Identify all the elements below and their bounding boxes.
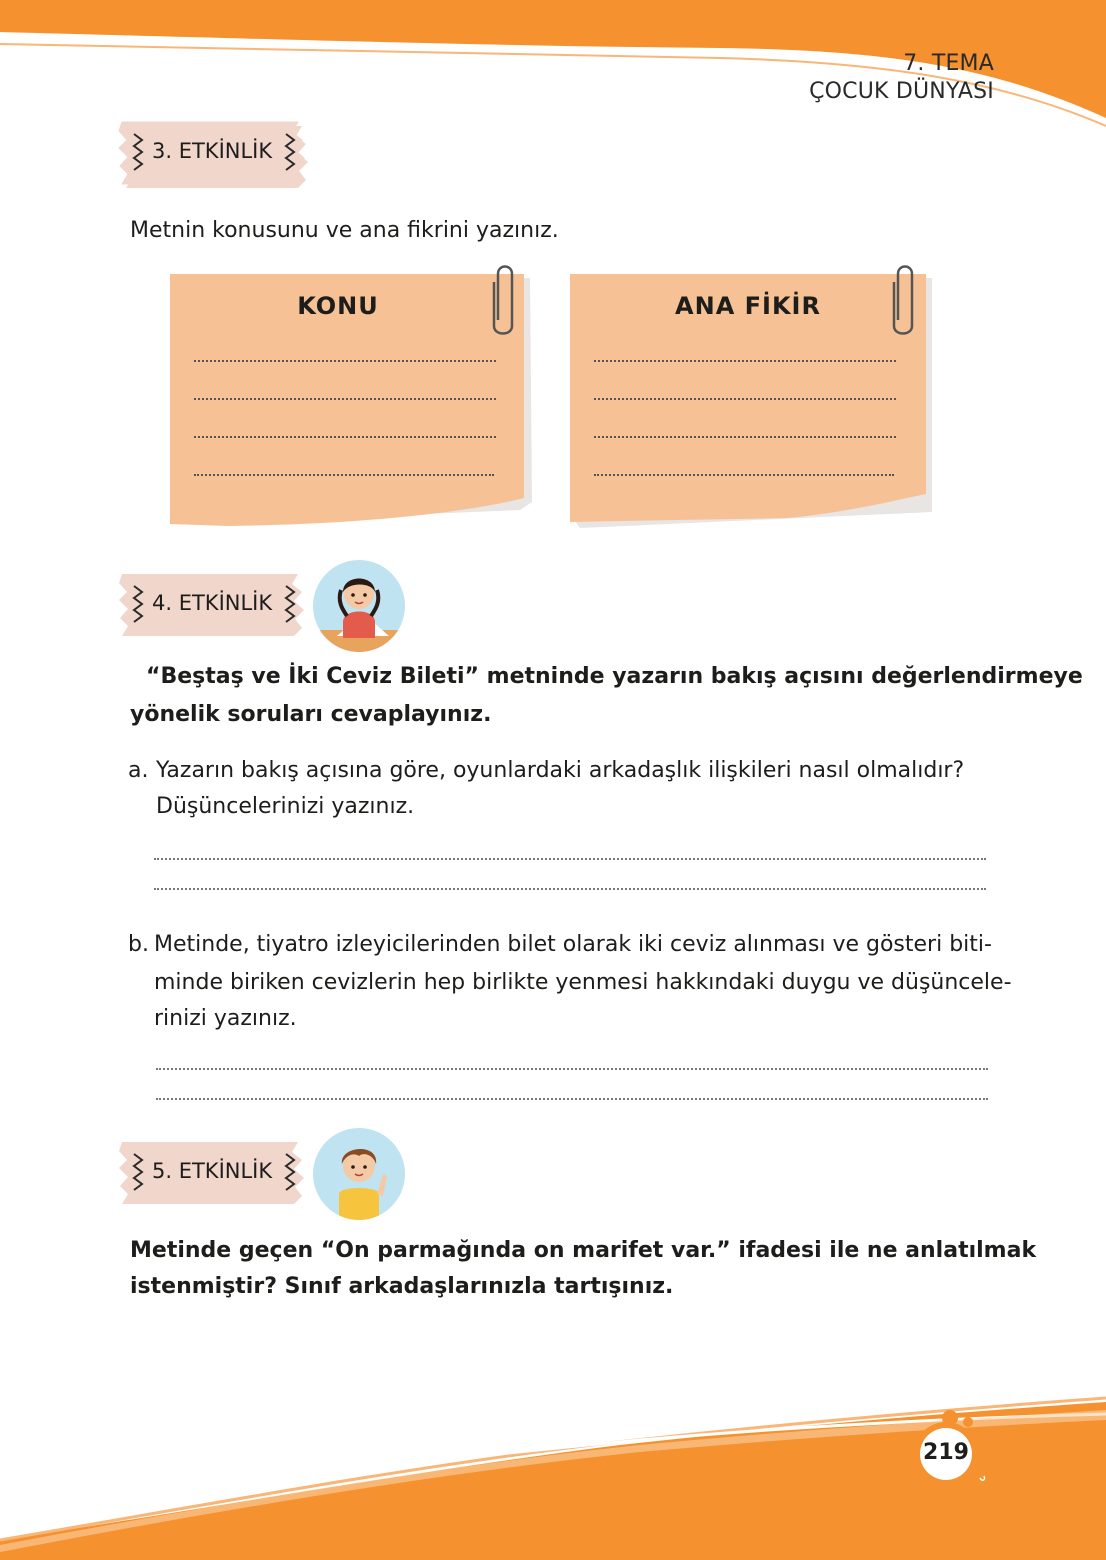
konu-line-1[interactable] bbox=[194, 360, 496, 362]
activity-5-instruction-line2: istenmiştir? Sınıf arkadaşlarınızla tartışınız. bbox=[130, 1274, 674, 1299]
question-a-line2: Düşüncelerinizi yazınız. bbox=[156, 794, 415, 819]
page-number-badge bbox=[906, 1408, 986, 1492]
ana-fikir-line-4[interactable] bbox=[594, 474, 894, 476]
girl-writing-illustration bbox=[313, 560, 405, 652]
activity-5-label: 5. ETKİNLİK bbox=[152, 1159, 273, 1183]
question-a-answer-line-2[interactable] bbox=[154, 888, 986, 890]
page-number: 219 bbox=[923, 1440, 969, 1465]
ana-fikir-note bbox=[568, 262, 938, 534]
activity-4-label: 4. ETKİNLİK bbox=[152, 591, 273, 615]
question-b-answer-line-2[interactable] bbox=[156, 1098, 988, 1100]
konu-line-2[interactable] bbox=[194, 398, 496, 400]
ana-fikir-line-2[interactable] bbox=[594, 398, 896, 400]
activity-4-instruction-line2: yönelik soruları cevaplayınız. bbox=[130, 702, 492, 727]
konu-line-3[interactable] bbox=[194, 436, 496, 438]
question-a-marker: a. bbox=[128, 758, 149, 783]
question-a-line1: Yazarın bakış açısına göre, oyunlardaki arkadaşlık ilişkileri nasıl olmalıdır? bbox=[156, 758, 965, 783]
konu-line-4[interactable] bbox=[194, 474, 494, 476]
question-b-line3: rinizi yazınız. bbox=[154, 1006, 297, 1031]
activity-5-banner bbox=[118, 1140, 308, 1212]
theme-title: ÇOCUK DÜNYASI bbox=[809, 79, 994, 104]
question-b-line2: minde biriken cevizlerin hep birlikte yenmesi hakkındaki duygu ve düşüncele- bbox=[154, 970, 1012, 995]
activity-3-label: 3. ETKİNLİK bbox=[152, 139, 273, 163]
theme-header bbox=[809, 50, 994, 106]
boy-thinking-illustration bbox=[313, 1128, 405, 1220]
ana-fikir-note-title: ANA FİKİR bbox=[675, 292, 821, 320]
activity-4-instruction-line1: “Beştaş ve İki Ceviz Bileti” metninde yazarın bakış açısını değerlendirmeye bbox=[146, 664, 1083, 689]
boy-thinking-avatar bbox=[313, 1128, 405, 1220]
ana-fikir-line-1[interactable] bbox=[594, 360, 896, 362]
activity-5-instruction-line1: Metinde geçen “On parmağında on marifet var.” ifadesi ile ne anlatılmak bbox=[130, 1238, 1037, 1263]
girl-writing-avatar bbox=[313, 560, 405, 652]
activity-4-banner bbox=[118, 572, 308, 644]
activity-3-instruction: Metnin konusunu ve ana fikrini yazınız. bbox=[130, 218, 559, 243]
konu-note-title: KONU bbox=[297, 292, 379, 320]
ana-fikir-line-3[interactable] bbox=[594, 436, 896, 438]
konu-note bbox=[168, 262, 538, 534]
activity-3-banner bbox=[118, 120, 308, 192]
question-b-marker: b. bbox=[128, 932, 149, 957]
question-a-answer-line-1[interactable] bbox=[154, 858, 986, 860]
question-b-answer-line-1[interactable] bbox=[156, 1068, 988, 1070]
theme-number: 7. TEMA bbox=[903, 51, 994, 76]
question-b-line1: Metinde, tiyatro izleyicilerinden bilet olarak iki ceviz alınması ve gösteri biti- bbox=[154, 932, 992, 957]
